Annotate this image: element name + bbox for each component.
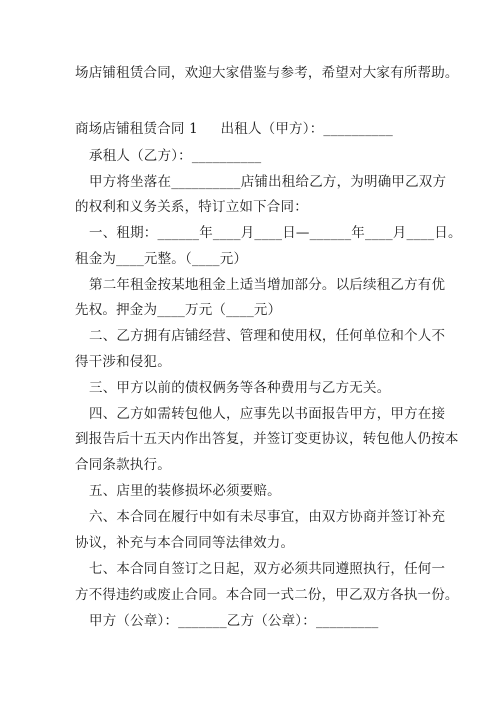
clause-second-year-rent: 第二年租金按某地租金上适当增加部分。以后续租乙方有优 — [89, 277, 446, 293]
clause-lease-term: 一、租期：______年____月____日—______年____月____日。 — [89, 225, 462, 241]
contract-title-and-lessor: 商场店铺租赁合同 1 出租人（甲方）：__________ — [75, 121, 393, 137]
clause-debts: 三、甲方以前的债权俩务等各种费用与乙方无关。 — [89, 380, 391, 396]
clause-decoration: 五、店里的装修损坏必须要赔。 — [89, 483, 281, 499]
paragraph-text: 甲方将坐落在__________店铺出租给乙方，为明确甲乙双方 — [89, 174, 447, 190]
clause-rights: 二、乙方拥有店铺经营、管理和使用权，任何单位和个人不 — [89, 328, 446, 344]
clause-sublease-cont: 合同条款执行。 — [75, 457, 171, 473]
clause-deposit: 先权。押金为____万元（____元） — [75, 302, 282, 318]
clause-sublease-cont: 到报告后十五天内作出答复，并签订变更协议，转包他人仍按本 — [75, 431, 459, 447]
intro-text: 场店铺租赁合同，欢迎大家借鉴与参考，希望对大家有所帮助。 — [75, 65, 459, 81]
clause-rights-cont: 得干涉和侵犯。 — [75, 354, 171, 370]
signature-line: 甲方（公章）：_______乙方（公章）：_________ — [89, 613, 379, 629]
clause-sublease: 四、乙方如需转包他人，应事先以书面报告甲方，甲方在接 — [89, 406, 446, 422]
clause-effective-cont: 方不得违约或废止合同。本合同一式二份，甲乙双方各执一份。 — [75, 587, 459, 603]
clause-supplement: 六、本合同在履行中如有未尽事宜，由双方协商并签订补充 — [89, 509, 446, 525]
lessee-line: 承租人（乙方）：__________ — [89, 148, 262, 164]
clause-effective: 七、本合同自签订之日起，双方必须共同遵照执行，任何一 — [89, 561, 446, 577]
clause-supplement-cont: 协议，补充与本合同同等法律效力。 — [75, 535, 295, 551]
paragraph-text: 的权利和义务关系，特订立如下合同： — [75, 199, 308, 215]
clause-rent: 租金为____元整。（____元） — [75, 251, 248, 267]
